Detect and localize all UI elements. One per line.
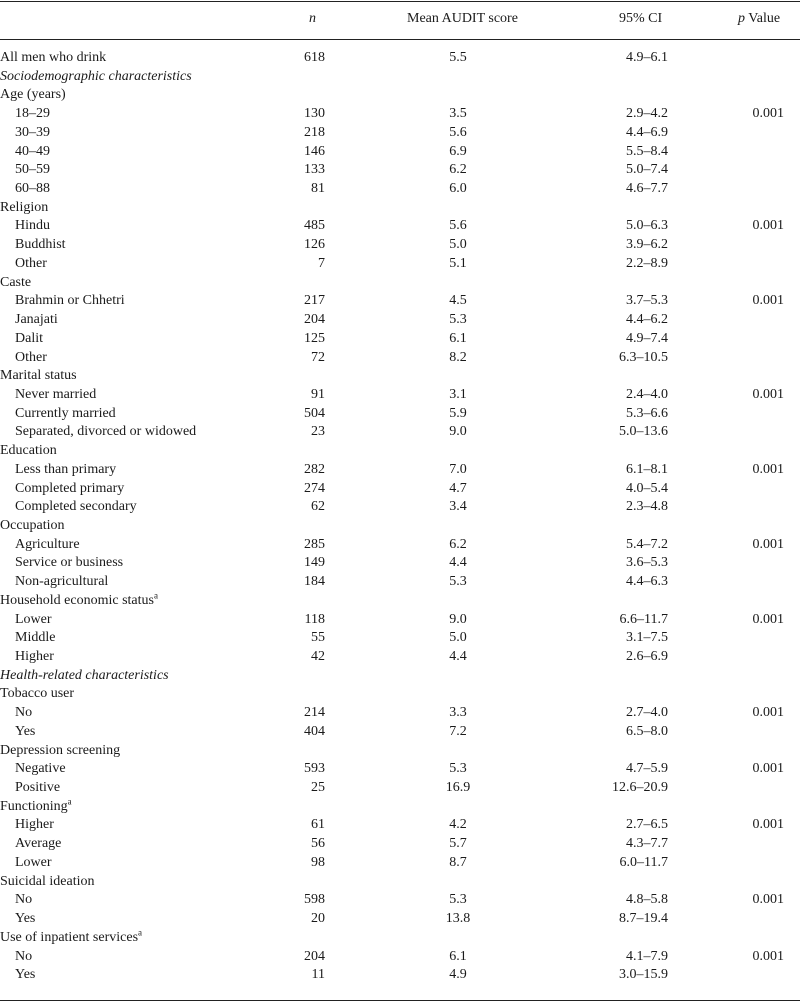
footnote-marker: a: [153, 590, 158, 601]
cell-p: 0.001: [752, 536, 784, 552]
cell-ci: 5.0–7.4: [626, 162, 668, 178]
cell-mean: 6.9: [449, 143, 467, 159]
cell-ci: 3.1–7.5: [626, 630, 668, 646]
row-label: [15, 180, 50, 199]
row-label-text: Tobacco user: [0, 686, 75, 702]
cell-mean: 6.2: [449, 162, 467, 178]
cell-n: 62: [311, 499, 325, 515]
header-rule: [0, 39, 800, 40]
cell-ci: 6.6–11.7: [619, 611, 668, 627]
row-label: [0, 442, 57, 461]
row-label-text: Household economic status: [0, 592, 154, 608]
row-label-text: Completed primary: [15, 480, 125, 496]
cell-n: 504: [304, 405, 325, 421]
row-label: [0, 274, 31, 293]
row-label: [0, 742, 120, 761]
cell-mean: 5.3: [449, 574, 467, 590]
row-label: [15, 405, 116, 424]
cell-p: 0.001: [752, 461, 784, 477]
cell-n: 81: [311, 181, 325, 197]
row-label-text: No: [15, 892, 33, 908]
group-row: [0, 873, 800, 892]
cell-mean: 3.3: [449, 705, 467, 721]
cell-n: 56: [311, 836, 325, 852]
row-label-text: No: [15, 705, 33, 721]
cell-ci: 3.9–6.2: [626, 237, 668, 253]
table-row: [0, 554, 800, 573]
cell-ci: 4.4–6.2: [626, 312, 668, 328]
row-label-text: Janajati: [15, 312, 58, 328]
row-label: [15, 723, 35, 742]
row-label-text: 40–49: [15, 143, 50, 159]
row-label: [15, 835, 61, 854]
cell-mean: 5.7: [449, 836, 467, 852]
header-95-ci: 95% CI: [619, 11, 663, 26]
row-label-text: Age (years): [0, 87, 66, 103]
cell-mean: 4.4: [449, 649, 467, 664]
group-row: [0, 592, 800, 611]
cell-p: 0.001: [752, 892, 784, 908]
header-p-value: [738, 11, 780, 27]
table-row: [0, 498, 800, 517]
cell-ci: 2.4–4.0: [626, 386, 668, 402]
row-label: [15, 461, 116, 480]
group-row: [0, 367, 800, 386]
cell-n: 133: [304, 162, 325, 178]
cell-mean: 8.7: [449, 854, 467, 870]
row-label: [15, 536, 80, 555]
row-label-text: Middle: [15, 630, 56, 646]
cell-n: 118: [304, 611, 325, 627]
row-label-text: Positive: [15, 780, 61, 796]
cell-mean: 6.1: [449, 948, 467, 964]
cell-p: 0.001: [752, 386, 784, 402]
cell-mean: 5.6: [449, 218, 467, 234]
cell-n: 20: [311, 911, 325, 927]
cell-mean: 5.3: [449, 892, 467, 908]
cell-n: 618: [304, 50, 325, 65]
cell-mean: 4.4: [449, 555, 467, 571]
row-label-text: Hindu: [15, 218, 50, 234]
table-row: [0, 143, 800, 162]
row-label-text: Education: [0, 443, 57, 459]
row-label: [15, 217, 50, 236]
row-label-text: Caste: [0, 274, 32, 290]
cell-mean: 6.2: [449, 536, 467, 552]
row-label-text: Religion: [0, 199, 49, 215]
cell-ci: 5.4–7.2: [626, 536, 668, 552]
row-label-text: Other: [15, 349, 47, 365]
cell-n: 42: [311, 649, 325, 664]
cell-n: 55: [311, 630, 325, 646]
cell-ci: 6.1–8.1: [626, 461, 668, 477]
cell-p: 0.001: [752, 817, 784, 833]
table-row: [0, 573, 800, 592]
cell-n: 25: [311, 780, 325, 796]
cell-mean: 5.0: [449, 237, 467, 253]
row-label: [15, 891, 32, 910]
group-row: [0, 274, 800, 293]
cell-n: 72: [311, 349, 325, 365]
group-row: [0, 685, 800, 704]
cell-p: 0.001: [752, 761, 784, 777]
cell-ci: 5.0–6.3: [626, 218, 668, 234]
row-label: [15, 966, 35, 985]
cell-mean: 5.5: [449, 50, 467, 65]
row-label: [15, 573, 108, 592]
row-label: [0, 798, 72, 817]
cell-mean: 5.3: [449, 761, 467, 777]
row-label: [0, 68, 192, 87]
row-label: [15, 854, 52, 873]
table-row: [0, 217, 800, 236]
cell-p: 0.001: [752, 611, 784, 627]
cell-mean: 3.5: [449, 106, 467, 122]
cell-ci: 4.3–7.7: [626, 836, 668, 852]
row-label-text: Suicidal ideation: [0, 873, 95, 889]
section-heading-row: [0, 68, 800, 87]
cell-ci: 5.3–6.6: [626, 405, 668, 421]
cell-p: 0.001: [752, 705, 784, 721]
cell-ci: 2.7–4.0: [626, 705, 668, 721]
row-label: [0, 873, 94, 892]
row-label: [15, 554, 123, 573]
cell-n: 285: [304, 536, 325, 552]
row-label-text: Other: [15, 255, 47, 271]
cell-n: 404: [304, 723, 325, 739]
row-label-text: Currently married: [15, 405, 116, 421]
cell-ci: 6.5–8.0: [626, 723, 668, 739]
row-label: [15, 423, 196, 442]
row-label-text: Negative: [15, 761, 66, 777]
row-label: [15, 779, 60, 798]
cell-n: 23: [311, 424, 325, 440]
cell-ci: 4.9–7.4: [626, 330, 668, 346]
row-label: [15, 910, 35, 929]
row-label-text: Agriculture: [15, 536, 80, 552]
cell-n: 125: [304, 330, 325, 346]
row-label-text: Functioning: [0, 798, 68, 814]
cell-mean: 8.2: [449, 349, 467, 365]
cell-ci: 3.6–5.3: [626, 555, 668, 571]
cell-p: 0.001: [752, 293, 784, 309]
bottom-rule: [0, 1000, 800, 1001]
table-row: [0, 536, 800, 555]
cell-mean: 3.1: [449, 386, 467, 402]
cell-p: 0.001: [752, 948, 784, 964]
row-label-text: Yes: [15, 967, 36, 983]
table-row: [0, 835, 800, 854]
cell-ci: 3.7–5.3: [626, 293, 668, 309]
group-row: [0, 49, 800, 68]
group-row: [0, 742, 800, 761]
row-label-text: Non-agricultural: [15, 574, 109, 590]
header-p-italic: p: [738, 11, 745, 26]
row-label: [0, 592, 158, 611]
row-label: [15, 648, 54, 667]
group-row: [0, 442, 800, 461]
cell-mean: 7.2: [449, 723, 467, 739]
group-row: [0, 798, 800, 817]
cell-ci: 6.0–11.7: [619, 854, 668, 870]
group-row: [0, 517, 800, 536]
cell-p: 0.001: [752, 218, 784, 234]
row-label: [0, 367, 77, 386]
row-label-text: Higher: [15, 649, 54, 664]
cell-p: 0.001: [752, 106, 784, 122]
row-label: [15, 349, 47, 368]
cell-n: 598: [304, 892, 325, 908]
row-label-text: Service or business: [15, 555, 124, 571]
table-header: [0, 0, 800, 40]
cell-ci: 8.7–19.4: [619, 911, 668, 927]
cell-mean: 6.1: [449, 330, 467, 346]
cell-n: 282: [304, 461, 325, 477]
table-row: [0, 461, 800, 480]
row-label-text: Health-related characteristics: [0, 667, 169, 683]
cell-mean: 16.9: [445, 780, 471, 796]
row-label-text: Lower: [15, 854, 52, 870]
cell-ci: 4.8–5.8: [626, 892, 668, 908]
cell-mean: 3.4: [449, 499, 467, 515]
table-row: [0, 966, 800, 985]
row-label: [0, 929, 142, 948]
cell-ci: 4.9–6.1: [626, 50, 668, 65]
table-row: [0, 611, 800, 630]
cell-n: 130: [304, 106, 325, 122]
row-label: [15, 498, 137, 517]
table-row: [0, 349, 800, 368]
row-label-text: Marital status: [0, 368, 77, 384]
table-row: [0, 779, 800, 798]
row-label-text: Lower: [15, 611, 52, 627]
cell-ci: 2.3–4.8: [626, 499, 668, 515]
row-label-text: Less than primary: [15, 461, 117, 477]
row-label: [0, 667, 169, 686]
table-row: [0, 816, 800, 835]
cell-mean: 4.5: [449, 293, 467, 309]
row-label-text: Use of inpatient services: [0, 929, 139, 945]
row-label-text: All men who drink: [0, 50, 107, 65]
table-row: [0, 105, 800, 124]
table-row: [0, 405, 800, 424]
table-row: [0, 423, 800, 442]
table-row: [0, 910, 800, 929]
row-label: [0, 685, 74, 704]
table-row: [0, 648, 800, 667]
cell-n: 217: [304, 293, 325, 309]
table-row: [0, 854, 800, 873]
cell-ci: 5.5–8.4: [626, 143, 668, 159]
cell-n: 485: [304, 218, 325, 234]
cell-n: 593: [304, 761, 325, 777]
cell-ci: 6.3–10.5: [619, 349, 668, 365]
cell-n: 204: [304, 312, 325, 328]
cell-mean: 4.2: [449, 817, 467, 833]
cell-n: 7: [318, 255, 325, 271]
row-label: [0, 86, 66, 105]
row-label: [15, 124, 50, 143]
cell-mean: 5.1: [449, 255, 467, 271]
table-row: [0, 255, 800, 274]
row-label-text: Occupation: [0, 517, 65, 533]
table-row: [0, 180, 800, 199]
table-row: [0, 386, 800, 405]
cell-n: 204: [304, 948, 325, 964]
cell-mean: 5.9: [449, 405, 467, 421]
row-label: [15, 255, 47, 274]
row-label-text: Average: [15, 836, 62, 852]
section-heading-row: [0, 667, 800, 686]
cell-ci: 4.4–6.3: [626, 574, 668, 590]
row-label: [15, 611, 52, 630]
cell-ci: 2.2–8.9: [626, 255, 668, 271]
cell-n: 61: [311, 817, 325, 833]
cell-mean: 5.0: [449, 630, 467, 646]
header-n: n: [309, 11, 316, 26]
row-label-text: 50–59: [15, 162, 50, 178]
row-label-text: Dalit: [15, 330, 43, 346]
table-row: [0, 891, 800, 910]
row-label: [15, 330, 43, 349]
cell-ci: 4.0–5.4: [626, 480, 668, 496]
table-row: [0, 292, 800, 311]
footnote-marker: a: [138, 927, 143, 938]
cell-n: 98: [311, 854, 325, 870]
row-label: [15, 292, 125, 311]
row-label: [15, 161, 50, 180]
cell-ci: 4.4–6.9: [626, 124, 668, 140]
table-row: [0, 236, 800, 255]
row-label: [15, 948, 32, 967]
cell-mean: 7.0: [449, 461, 467, 477]
cell-ci: 4.6–7.7: [626, 181, 668, 197]
header-p-rest: Value: [745, 11, 781, 26]
table-row: [0, 723, 800, 742]
row-label: [0, 199, 48, 218]
table-row: [0, 161, 800, 180]
table-row: [0, 124, 800, 143]
cell-mean: 4.9: [449, 967, 467, 983]
cell-ci: 4.1–7.9: [626, 948, 668, 964]
cell-n: 11: [311, 967, 325, 983]
table-row: [0, 330, 800, 349]
group-row: [0, 86, 800, 105]
row-label-text: 30–39: [15, 124, 50, 140]
row-label: [15, 816, 54, 835]
row-label-text: Yes: [15, 911, 36, 927]
table-row: [0, 480, 800, 499]
cell-mean: 5.3: [449, 312, 467, 328]
cell-n: 91: [311, 386, 325, 402]
row-label-text: No: [15, 948, 33, 964]
cell-mean: 13.8: [445, 911, 471, 927]
cell-ci: 2.9–4.2: [626, 106, 668, 122]
table-row: [0, 760, 800, 779]
header-mean-audit-score: Mean AUDIT score: [407, 11, 518, 26]
row-label: [15, 236, 66, 255]
table-row: [0, 629, 800, 648]
row-label: [15, 480, 124, 499]
cell-n: 149: [304, 555, 325, 571]
row-label-text: Brahmin or Chhetri: [15, 293, 125, 309]
row-label-text: Yes: [15, 723, 36, 739]
row-label-text: Never married: [15, 386, 97, 402]
cell-n: 214: [304, 705, 325, 721]
row-label-text: Completed secondary: [15, 499, 137, 515]
row-label: [0, 517, 65, 536]
table-row: [0, 948, 800, 967]
row-label: [15, 386, 96, 405]
row-label: [15, 311, 58, 330]
cell-mean: 9.0: [449, 424, 467, 440]
row-label: [15, 105, 50, 124]
cell-n: 146: [304, 143, 325, 159]
row-label: [15, 760, 66, 779]
cell-ci: 5.0–13.6: [619, 424, 668, 440]
row-label-text: Separated, divorced or widowed: [15, 424, 197, 440]
table-row: [0, 704, 800, 723]
cell-mean: 4.7: [449, 480, 467, 496]
cell-ci: 12.6–20.9: [612, 780, 668, 796]
row-label: [0, 49, 106, 68]
cell-ci: 2.6–6.9: [626, 649, 668, 664]
row-label-text: Buddhist: [15, 237, 66, 253]
group-row: [0, 199, 800, 218]
row-label-text: 60–88: [15, 181, 50, 197]
cell-ci: 4.7–5.9: [626, 761, 668, 777]
group-row: [0, 929, 800, 948]
row-label-text: Sociodemographic characteristics: [0, 68, 192, 84]
footnote-marker: a: [67, 796, 72, 807]
row-label-text: Higher: [15, 817, 54, 833]
cell-n: 274: [304, 480, 325, 496]
cell-ci: 2.7–6.5: [626, 817, 668, 833]
cell-n: 218: [304, 124, 325, 140]
row-label: [15, 704, 32, 723]
cell-mean: 9.0: [449, 611, 467, 627]
row-label-text: 18–29: [15, 106, 50, 122]
cell-n: 184: [304, 574, 325, 590]
row-label-text: Depression screening: [0, 742, 121, 758]
cell-mean: 5.6: [449, 124, 467, 140]
cell-ci: 3.0–15.9: [619, 967, 668, 983]
cell-n: 126: [304, 237, 325, 253]
table-row: [0, 311, 800, 330]
row-label: [15, 143, 50, 162]
row-label: [15, 629, 55, 648]
table-body: [0, 49, 800, 985]
cell-mean: 6.0: [449, 181, 467, 197]
